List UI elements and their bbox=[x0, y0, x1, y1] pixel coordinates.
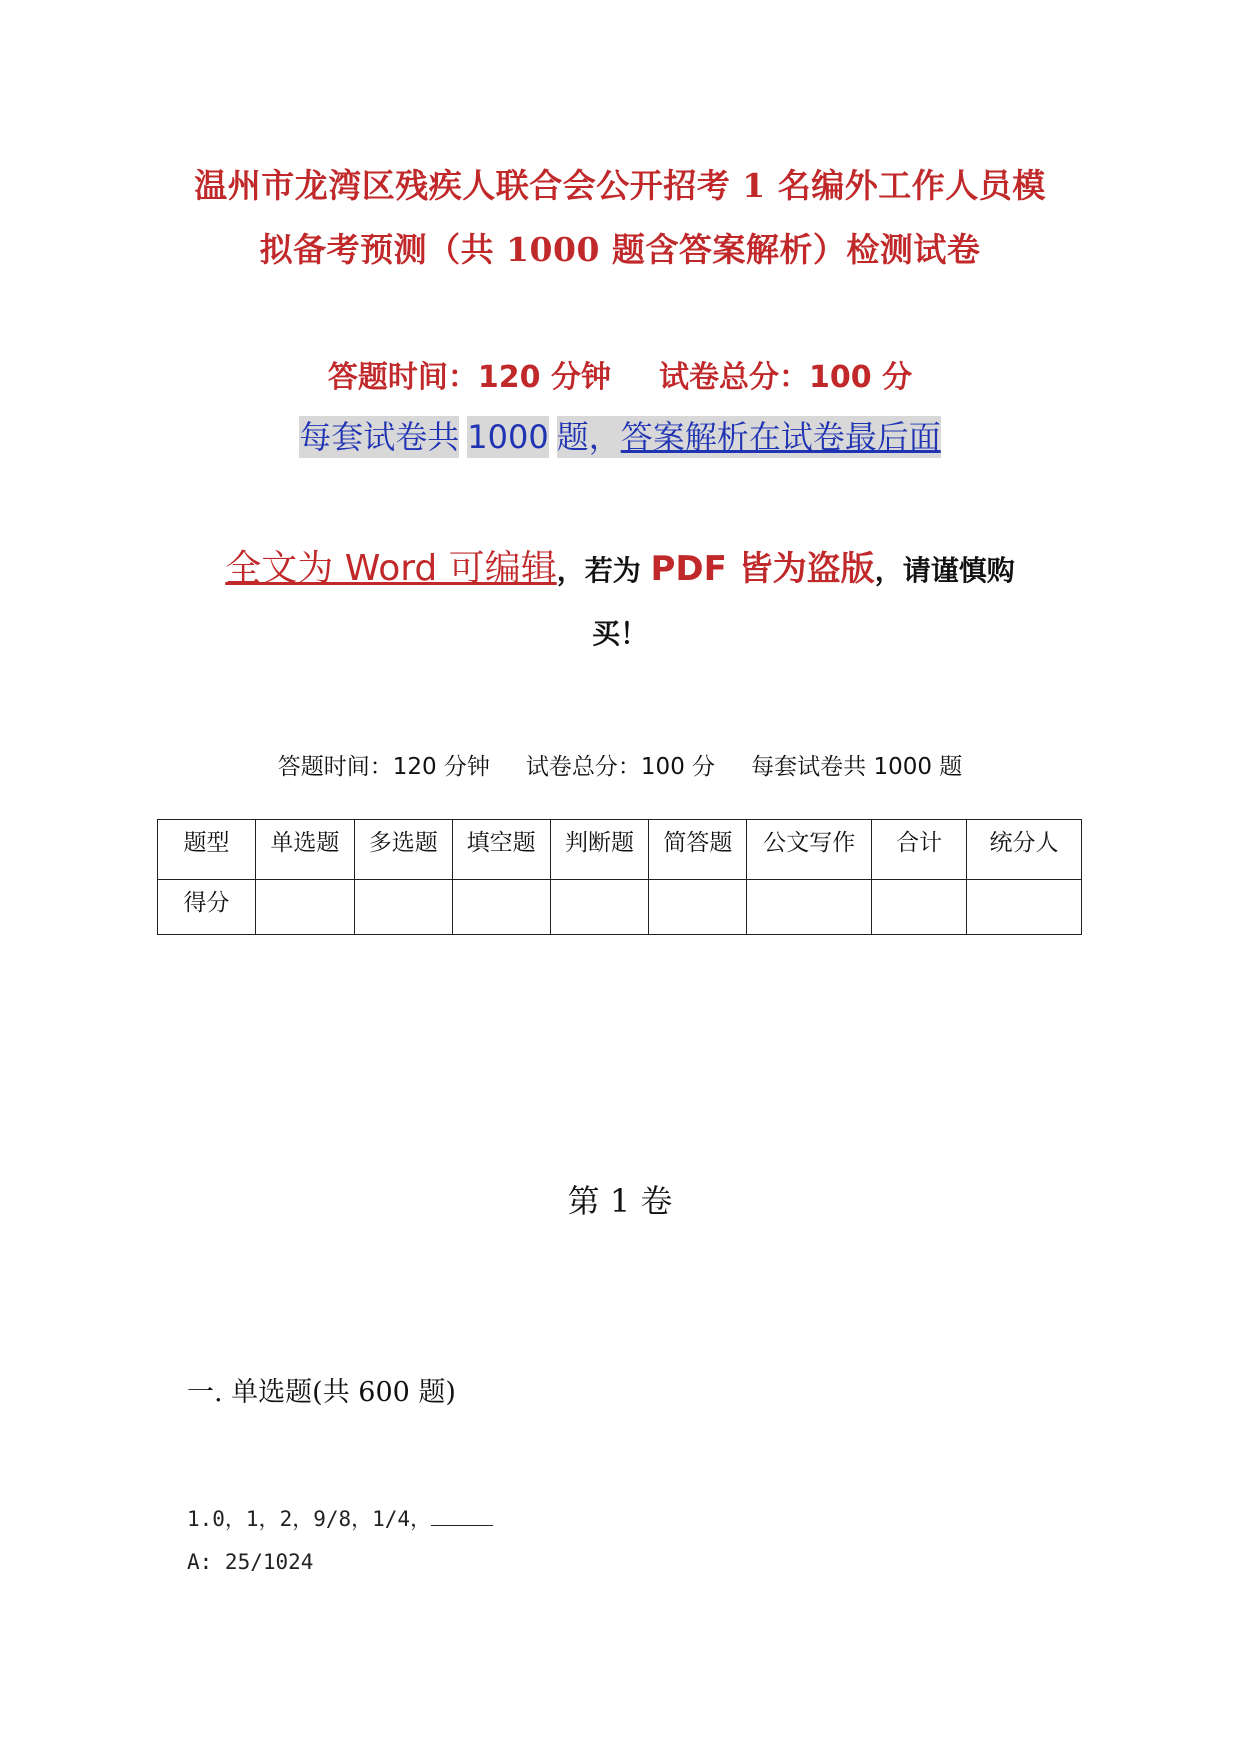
notice-comma: ，若为 bbox=[556, 554, 651, 587]
notice-tail: ，请谨慎购 bbox=[874, 554, 1015, 587]
question-stem-text: 1.0，1，2，9/8，1/4， bbox=[187, 1507, 432, 1531]
header-cell: 统分人 bbox=[967, 820, 1082, 880]
score-cell[interactable] bbox=[255, 880, 354, 935]
header-cell: 单选题 bbox=[255, 820, 354, 880]
header-cell: 合计 bbox=[872, 820, 967, 880]
document-title-line2: 拟备考预测（共 1000 题含答案解析）检测试卷 bbox=[259, 230, 981, 269]
exam-score-small: 试卷总分：100 分 bbox=[525, 754, 716, 780]
volume-title: 第 1 卷 bbox=[567, 1182, 673, 1220]
score-cell[interactable] bbox=[747, 880, 872, 935]
answer-blank bbox=[431, 1511, 493, 1526]
piracy-notice-line2: 买！ bbox=[591, 617, 648, 650]
row-label: 得分 bbox=[158, 880, 256, 935]
document-title-line1: 温州市龙湾区残疾人联合会公开招考 1 名编外工作人员模 bbox=[194, 166, 1046, 205]
exam-info-black bbox=[0, 748, 1240, 781]
header-cell: 填空题 bbox=[452, 820, 550, 880]
score-cell[interactable] bbox=[550, 880, 649, 935]
exam-total-score: 试卷总分：100 分 bbox=[659, 360, 913, 395]
score-cell[interactable] bbox=[354, 880, 452, 935]
word-editable-link[interactable]: 全文为 Word 可编辑 bbox=[225, 548, 557, 589]
header-cell: 公文写作 bbox=[747, 820, 872, 880]
answer-key-link[interactable]: 答案解析在试卷最后面 bbox=[620, 418, 941, 456]
score-cell[interactable] bbox=[872, 880, 967, 935]
question-option-a[interactable]: A: 25/1024 bbox=[187, 1550, 314, 1574]
score-table-row bbox=[158, 880, 1082, 935]
header-cell: 题型 bbox=[158, 820, 256, 880]
part-title: 一. 单选题(共 600 题) bbox=[187, 1377, 456, 1408]
piracy-notice bbox=[0, 540, 1240, 591]
score-cell[interactable] bbox=[649, 880, 747, 935]
exam-time: 答题时间：120 分钟 bbox=[327, 360, 611, 395]
exam-time-small: 答题时间：120 分钟 bbox=[277, 754, 490, 780]
exam-info-red bbox=[0, 352, 1240, 396]
score-table bbox=[157, 819, 1082, 935]
pdf-piracy-text: PDF 皆为盗版 bbox=[650, 549, 875, 589]
score-cell[interactable] bbox=[452, 880, 550, 935]
banner-count: 1000 bbox=[467, 418, 549, 456]
banner-text-1: 每套试卷共 bbox=[299, 418, 460, 456]
exam-count-small: 每套试卷共 1000 题 bbox=[751, 754, 963, 780]
header-cell: 简答题 bbox=[649, 820, 747, 880]
header-cell: 多选题 bbox=[354, 820, 452, 880]
score-table-header-row bbox=[158, 820, 1082, 880]
question-stem bbox=[187, 1503, 493, 1533]
answer-location-banner bbox=[0, 412, 1240, 458]
banner-text-2: 题， bbox=[556, 418, 621, 456]
header-cell: 判断题 bbox=[550, 820, 649, 880]
score-cell[interactable] bbox=[967, 880, 1082, 935]
